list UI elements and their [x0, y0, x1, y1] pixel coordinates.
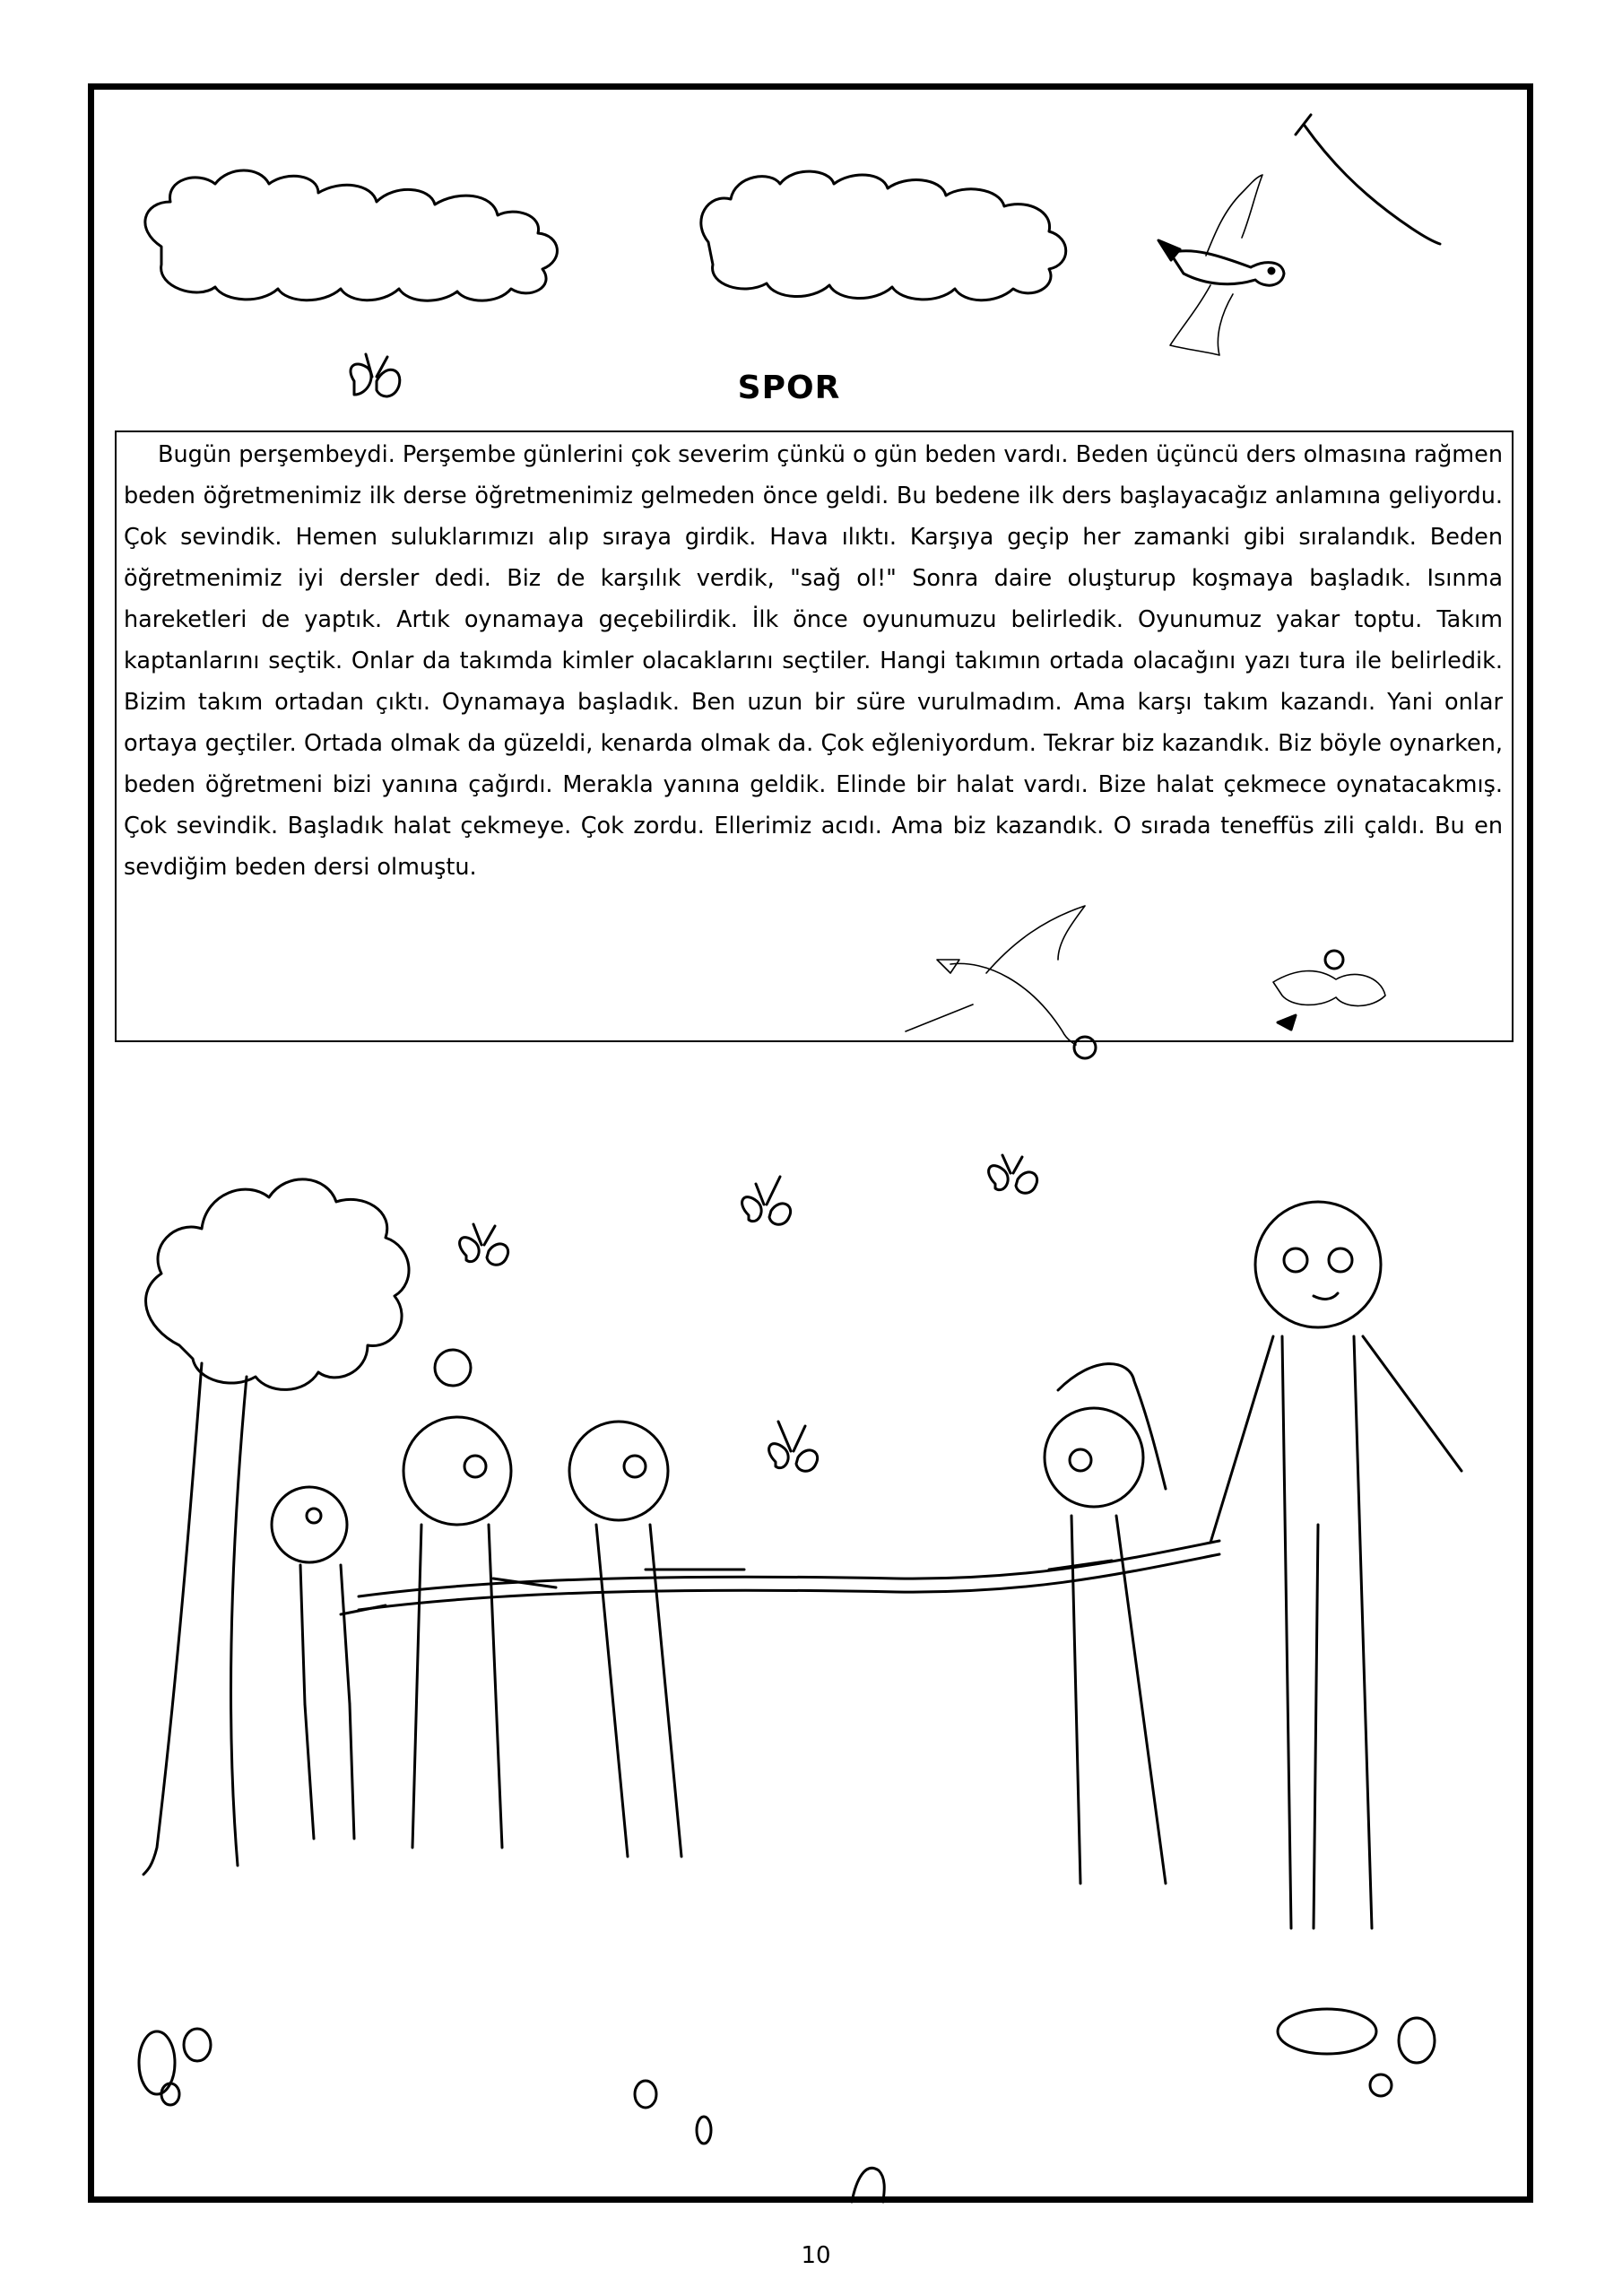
- bird-icon: [1158, 175, 1284, 355]
- page-number: 10: [801, 2242, 831, 2269]
- story-text: Bugün perşembeydi. Perşembe günlerini çok severim çünkü o gün beden vardı. Beden üçüncü ders olmasına rağmen beden öğretmenimiz ilk derse öğretmenimiz gelmeden önce geldi. Bu bedene ilk ders başlayacağız anlamına geliyordu. Çok sevindik. Hemen suluklarımızı alıp sıraya girdik. Hava ılıktı. Karşıya geçip her zamanki gibi sıralandık. Beden öğretmenimiz iyi dersler dedi. Biz de karşılık verdik, "sağ ol!" Sonra daire oluşturup koşmaya başladık. Isınma hareketleri de yaptık. Artık oynamaya geçebilirdik. İlk önce oyunumuzu belirledik. Oyunumuz yakar toptu. Takım kaptanlarını seçtik. Onlar da takımda kimler olacaklarını seçtiler. Hangi takımın ortada olacağını yazı tura ile belirledik. Bizim takım ortadan çıktı. Oynamaya başladık. Ben uzun bir süre vurulmadım. Ama karşı takım kazandı. Yani onlar ortaya geçtiler. Ortada olmak da güzeldi, kenarda olmak da. Çok eğleniyordum. Tekrar biz kazandık. Biz böyle oynarken, beden öğretmeni bizi yanına çağırdı. Merakla yanına geldik. Elinde bir halat vardı. Bize halat çekmece oynatacakmış. Çok sevindik. Başladık halat çekmeye. Çok zordu. Ellerimiz acıdı. Ama biz kazandık. O sırada teneffüs zili çaldı. Bu en sevdiğim beden dersi olmuştu.: [124, 441, 1503, 881]
- butterfly-5-icon: [769, 1422, 818, 1471]
- child-3-icon: [569, 1422, 744, 1857]
- cloud-middle-icon: [701, 171, 1066, 300]
- butterfly-3-icon: [742, 1177, 791, 1224]
- tree-icon: [143, 1179, 409, 1874]
- butterfly-2-icon: [460, 1224, 508, 1265]
- cloud-left-icon: [145, 170, 558, 300]
- child-1-icon: [272, 1487, 386, 1839]
- butterfly-4-icon: [989, 1155, 1037, 1193]
- rope-icon: [359, 1541, 1219, 1610]
- child-4-icon: [1045, 1364, 1166, 1883]
- story-box: [115, 430, 1514, 1042]
- sun-icon: [1305, 126, 1440, 244]
- butterfly-icon: [351, 354, 400, 396]
- pebbles-icon: [139, 2009, 1435, 2202]
- teacher-icon: [1210, 1202, 1462, 1928]
- page-title: SPOR: [737, 370, 841, 406]
